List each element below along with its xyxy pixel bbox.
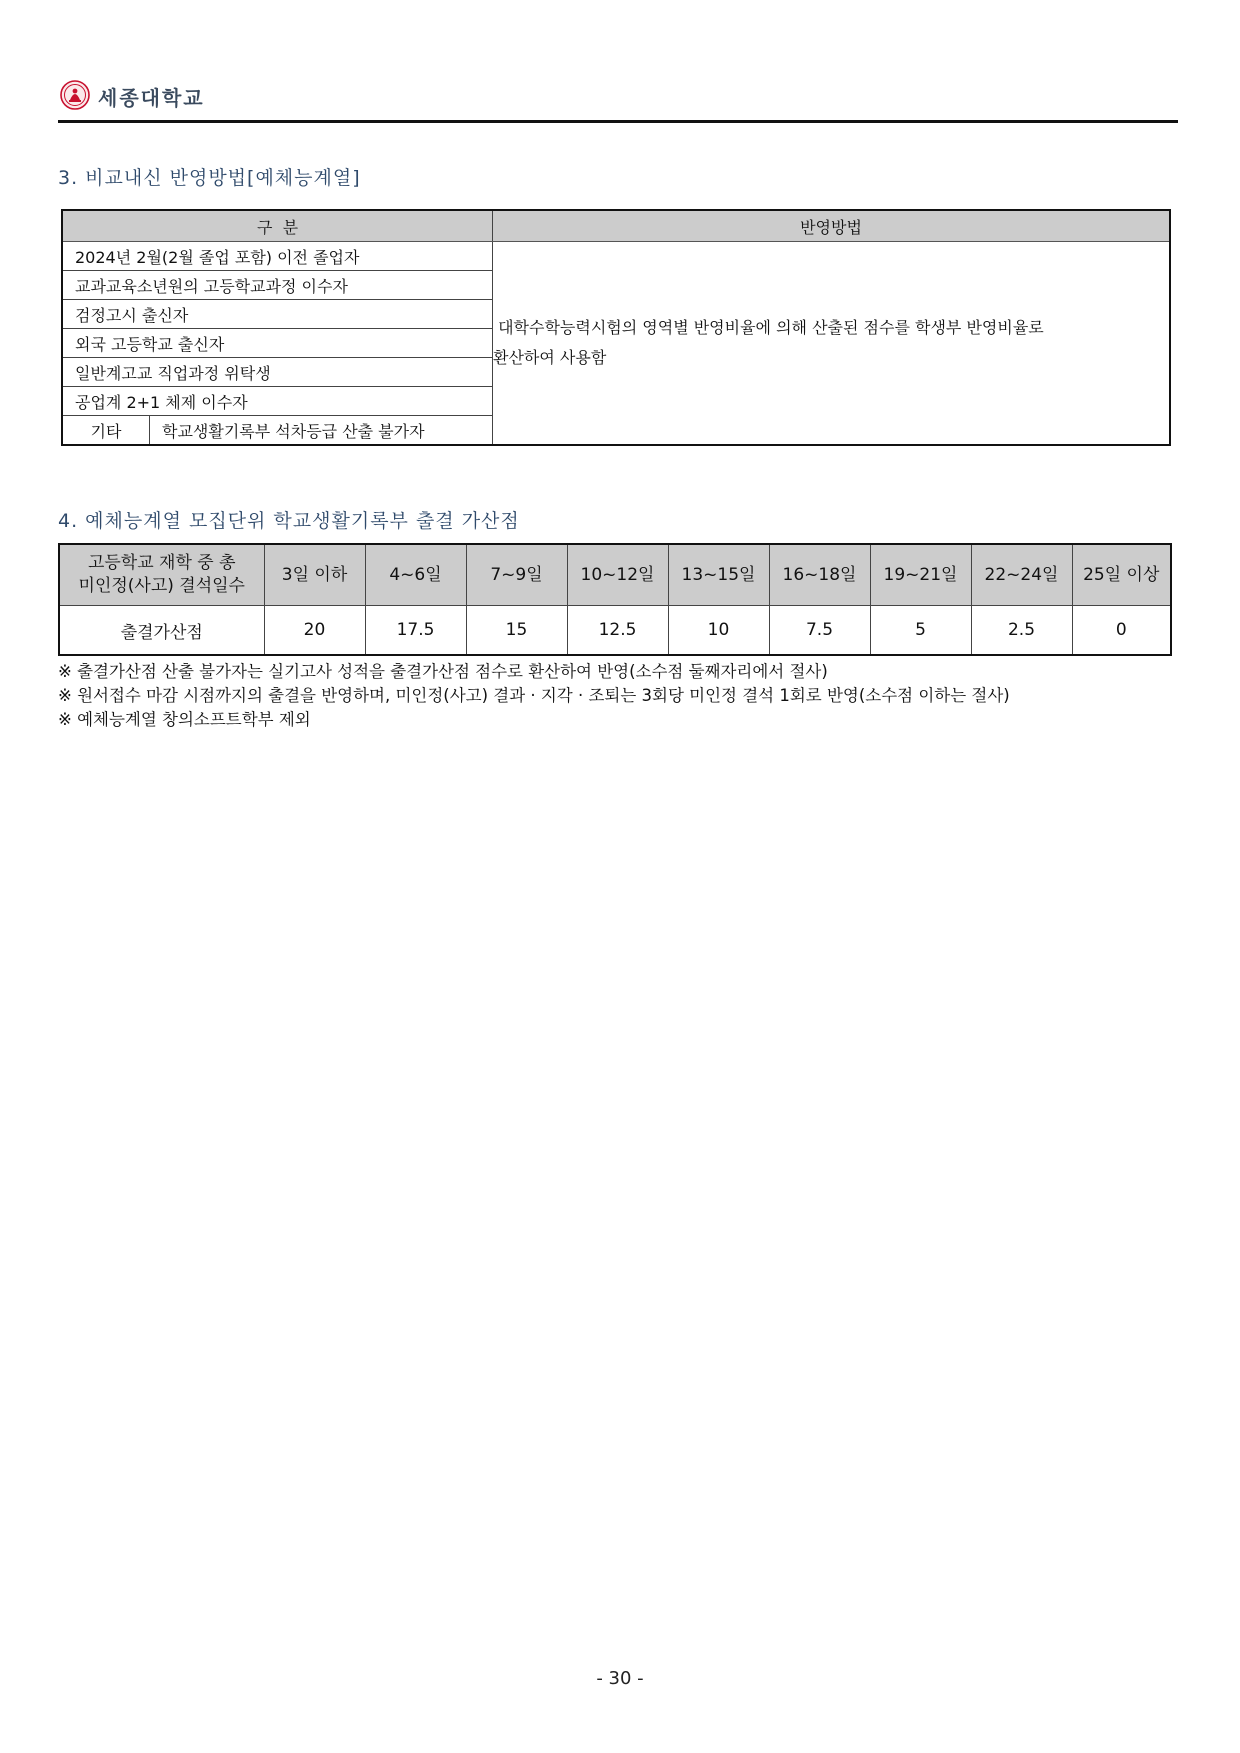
note-item: ※ 원서접수 마감 시점까지의 출결을 반영하며, 미인정(사고) 결과 · 지각 · 조퇴는 3회당 미인정 결석 1회로 반영(소수점 이하는 절사) [58, 686, 1010, 705]
score-value: 10 [668, 606, 769, 656]
absence-range-header: 25일 이상 [1072, 544, 1171, 606]
score-label: 출결가산점 [59, 606, 264, 656]
comparison-grade-table [61, 209, 1171, 446]
score-value: 17.5 [365, 606, 466, 656]
absence-days-header-line2: 미인정(사고) 결석일수 [78, 576, 245, 596]
etc-label: 기타 [62, 416, 150, 446]
absence-range-header: 13~15일 [668, 544, 769, 606]
absence-range-header: 3일 이하 [264, 544, 365, 606]
attendance-bonus-table [58, 543, 1172, 656]
section-4-title: 4. 예체능계열 모집단위 학교생활기록부 출결 가산점 [58, 510, 520, 532]
method-text-line1: 대학수학능력시험의 영역별 반영비율에 의해 산출된 점수를 학생부 반영비율로 [493, 318, 1044, 337]
category-row: 검정고시 출신자 [62, 300, 493, 329]
absence-range-header: 16~18일 [769, 544, 870, 606]
score-value: 20 [264, 606, 365, 656]
page-header [58, 80, 1178, 122]
etc-value: 학교생활기록부 석차등급 산출 불가자 [150, 416, 493, 446]
category-row: 교과교육소년원의 고등학교과정 이수자 [62, 271, 493, 300]
score-value: 2.5 [971, 606, 1072, 656]
university-seal-icon [60, 80, 90, 110]
score-value: 5 [870, 606, 971, 656]
page-number: - 30 - [596, 1668, 644, 1689]
absence-days-header-line1: 고등학교 재학 중 총 [87, 553, 236, 573]
absence-range-header: 19~21일 [870, 544, 971, 606]
category-row: 2024년 2월(2월 졸업 포함) 이전 졸업자 [62, 242, 493, 271]
section-3-title: 3. 비교내신 반영방법[예체능계열] [58, 167, 361, 189]
university-name: 세종대학교 [98, 86, 205, 110]
note-item: ※ 출결가산점 산출 불가자는 실기고사 성적을 출결가산점 점수로 환산하여 반영(소수점 둘째자리에서 절사) [58, 662, 828, 681]
category-row: 공업계 2+1 체제 이수자 [62, 387, 493, 416]
absence-range-header: 10~12일 [567, 544, 668, 606]
category-row: 외국 고등학교 출신자 [62, 329, 493, 358]
notes-list [58, 660, 1010, 732]
header-divider [58, 120, 1178, 123]
header-method: 반영방법 [493, 210, 1171, 242]
absence-range-header: 7~9일 [466, 544, 567, 606]
header-category: 구 분 [62, 210, 493, 242]
method-cell [493, 242, 1171, 446]
note-item: ※ 예체능계열 창의소프트학부 제외 [58, 710, 311, 729]
absence-days-header [59, 544, 264, 606]
absence-range-header: 22~24일 [971, 544, 1072, 606]
score-value: 12.5 [567, 606, 668, 656]
score-value: 7.5 [769, 606, 870, 656]
absence-range-header: 4~6일 [365, 544, 466, 606]
method-text-line2: 환산하여 사용함 [493, 348, 607, 367]
score-value: 15 [466, 606, 567, 656]
score-value: 0 [1072, 606, 1171, 656]
category-row: 일반계고교 직업과정 위탁생 [62, 358, 493, 387]
